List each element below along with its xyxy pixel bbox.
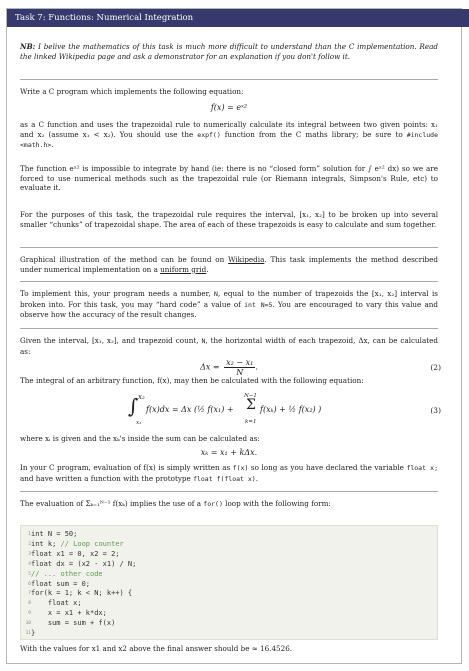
- nb-note: [20, 42, 438, 61]
- trap-text-c: .: [51, 140, 54, 150]
- divider: [20, 491, 438, 492]
- code-line-number: 9: [28, 611, 31, 617]
- divider: [20, 281, 438, 282]
- code-line-number: 1: [28, 532, 31, 537]
- eq-dx-numerator: x₂ − x₁: [226, 358, 254, 367]
- integral-sign: ∫: [128, 394, 139, 418]
- interval-text-b: , the horizontal width of each trapezoid, Δx, can be calculated as:: [20, 336, 439, 356]
- eq-dx-denominator: N: [236, 368, 244, 377]
- equation-fx-text: f(x) = eˣ²: [210, 103, 248, 112]
- code-line-number: 3: [28, 551, 31, 557]
- trap-code-expf: expf(): [197, 130, 221, 139]
- sum-lower-limit: k=1: [245, 419, 257, 425]
- integral-paragraph: The integral of an arbitrary function, f(x), may then be calculated with the following equation:: [20, 376, 364, 385]
- cprog-code-fx: f(x): [232, 464, 249, 472]
- interval-code-N: N: [201, 337, 206, 345]
- interval-paragraph: [20, 336, 438, 356]
- code-line: [21, 530, 437, 540]
- code-text: }: [31, 629, 36, 637]
- equation-number-2: (2): [430, 363, 441, 372]
- code-line: [21, 560, 437, 570]
- code-text: float x1 = 0, x2 = 2;: [31, 549, 120, 558]
- trap-text-b: function from the C maths library; be sure to: [220, 129, 407, 139]
- int-lower-limit: x₁: [136, 420, 142, 426]
- cprog-text-c: and have written a function with the prototype: [20, 473, 194, 483]
- int-upper-limit: x₂: [138, 393, 145, 401]
- impl-text-b: , equal to the number of trapezoids the [x₁, x₂] interval is broken into. For this task, you may “hard code” a value of: [20, 289, 438, 309]
- equation-dx: Δx = $\frac{\text{x₂ − x₁}}{N}$ .: [200, 358, 258, 377]
- code-line: [21, 629, 437, 639]
- divider: [20, 328, 438, 329]
- code-line: [21, 609, 437, 619]
- wikipedia-paragraph: [20, 255, 438, 274]
- intro-paragraph: Write a C program which implements the following equation:: [20, 87, 244, 96]
- cprog-text-a: In your C program, evaluation of f(x) is simply written as: [20, 463, 233, 472]
- divider: [20, 247, 438, 248]
- impl-text-c: . You are encouraged to vary this value and observe how the accuracy of the result changes.: [20, 299, 438, 320]
- eval-text-b: loop with the following form:: [222, 499, 331, 508]
- code-line-number: 8: [28, 601, 31, 607]
- code-text: int N = 50;: [31, 530, 78, 538]
- wiki-text-a: Graphical illustration of the method can be found on: [20, 255, 229, 264]
- code-comment: // Loop counter: [60, 539, 124, 548]
- impl-code-N: N: [214, 290, 218, 298]
- code-text: x = x1 + k*dx;: [31, 609, 107, 618]
- wiki-text-b: . This task implements the method described under numerical implementation on a: [20, 255, 438, 274]
- cprog-text-b: so long as you have declared the variable: [248, 463, 407, 472]
- code-line-number: 2: [28, 541, 31, 547]
- int-body-b: f(xₖ) + ½ f(x₂) ): [260, 405, 322, 414]
- sum-upper-limit: N−1: [244, 393, 257, 399]
- code-text: float dx = (x2 - x1) / N;: [31, 559, 137, 568]
- impl-text-a: To implement this, your program needs a number,: [20, 289, 215, 298]
- equation-integral: [20, 390, 438, 430]
- code-line: [21, 580, 437, 590]
- code-line-number: 10: [25, 621, 31, 627]
- cprog-code-prototype: float f(float x): [193, 474, 256, 483]
- code-line-number: 6: [28, 581, 31, 587]
- task-title: Task 7: Functions: Numerical Integration: [15, 13, 194, 23]
- int-body-a: f(x)dx = Δx (½ f(x₁) +: [146, 405, 234, 414]
- divider: [20, 79, 438, 80]
- code-text: [31, 570, 103, 580]
- nb-label: NB:: [20, 42, 36, 51]
- code-text: for(k = 1; k < N; k++) {: [31, 589, 133, 598]
- code-text: float sum = 0;: [31, 579, 91, 588]
- code-line-number: 11: [25, 631, 31, 636]
- code-line: [21, 599, 437, 609]
- code-line-number: 5: [28, 571, 31, 577]
- code-text: float x;: [31, 599, 82, 608]
- code-text: int k; // Loop counter: [31, 539, 124, 548]
- trapezoidal-paragraph: [20, 120, 438, 151]
- sum-sign: Σ: [246, 397, 256, 413]
- code-block: [20, 525, 438, 640]
- nb-text: I belive the mathematics of this task is much more difficult to understand than the C implementation. Read the linked Wikipedia page and ask a demonstrator for an explanation if you don't follow it.: [20, 42, 438, 61]
- code-line: [21, 540, 437, 550]
- wiki-text-c: .: [206, 264, 209, 274]
- task-title-bar: [7, 9, 469, 27]
- equation-number-3: (3): [430, 406, 441, 415]
- impl-code-int: int N=5: [244, 300, 273, 309]
- code-line: [21, 570, 437, 580]
- equation-fx: [20, 103, 438, 112]
- wikipedia-link[interactable]: Wikipedia: [228, 255, 265, 264]
- closed-form-paragraph: The function eˣ² is impossible to integrate by hand (ie: there is no “closed form” solution for ∫ eˣ² dx) so we are forced to use numerical methods such as the trapezoidal rule (or Riemann integrals, Simpson's Rule, etc) to evaluate it.: [20, 164, 438, 193]
- eq-dx-lhs: Δx =: [200, 362, 220, 372]
- trap-text-a: as a C function and uses the trapezoidal rule to numerically calculate its integral between two given points: x₁ and x₂ (assume x₁ < x₂). You should use the: [20, 120, 438, 139]
- code-line: [21, 619, 437, 629]
- code-line: [21, 550, 437, 560]
- uniform-grid-link[interactable]: uniform grid: [160, 264, 207, 274]
- equation-xk: xₖ = x₁ + kΔx.: [200, 448, 258, 457]
- final-answer-paragraph: With the values for x1 and x2 above the final answer should be ≈ 16.4526.: [20, 644, 293, 653]
- chunks-paragraph: For the purposes of this task, the trapezoidal rule requires the interval, [x₁, x₂] to be broken up into several smaller “chunks” of trapezoidal shape. The area of each of these trapezoids is easy to calculate and sum together.: [20, 210, 438, 229]
- xi-paragraph: where xᵢ is given and the xₖ's inside the sum can be calculated as:: [20, 434, 260, 443]
- evaluation-paragraph: [20, 499, 438, 510]
- eval-code-for: for(): [203, 500, 223, 508]
- cprog-code-floatx: float x;: [406, 464, 439, 472]
- eval-text-a: The evaluation of Σₖ₌₁ᴺ⁻¹ f(xₖ) implies the use of a: [20, 499, 204, 508]
- code-line-number: 7: [28, 591, 31, 597]
- code-comment: // ... other code: [31, 569, 103, 578]
- code-line-number: 4: [28, 561, 31, 567]
- interval-text-a: Given the interval, [x₁, x₂], and trapezoid count,: [20, 336, 202, 345]
- code-text: sum = sum + f(x): [31, 619, 116, 628]
- c-program-paragraph: In your C program, evaluation of f(x) is simply written as f(x) so long as you have declared the variable float x; and have written a function with the prototype float f(float x).: [20, 463, 439, 483]
- code-line: [21, 589, 437, 599]
- trap-code-include: #include <math.h>: [20, 130, 438, 150]
- implement-paragraph: [20, 289, 438, 320]
